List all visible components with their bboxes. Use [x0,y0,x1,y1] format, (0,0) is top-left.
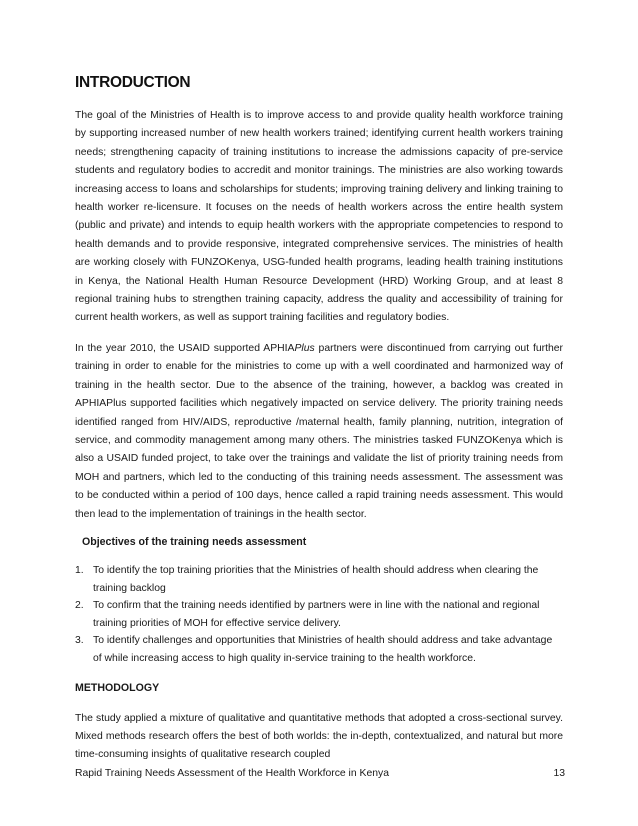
list-item-number: 2. [75,600,84,612]
list-item [75,562,563,597]
page-content [75,74,563,777]
para2-before: In the year 2010, the USAID supported APHIA [75,342,295,354]
methodology-paragraph: The study applied a mixture of qualitative and quantitative methods that adopted a cross-sectional survey. Mixed methods research offers the best of both worlds: the in-depth, contextualized, and natural but more time-consuming insights of qualitative research coupled [75,712,563,761]
list-item [75,597,563,632]
methodology-heading: METHODOLOGY [75,681,160,694]
list-item-number: 1. [75,564,84,576]
page-number: 13 [553,768,565,779]
introduction-heading: INTRODUCTION [75,74,191,91]
footer-title: Rapid Training Needs Assessment of the Health Workforce in Kenya [75,768,389,779]
objectives-list [75,562,563,668]
para2-italic: Plus [294,342,315,354]
list-item [75,632,563,667]
para2-after: partners were discontinued from carrying out further training in order to enable for the ministries to come up with a well coordinated and harmonized way of training in the health sector. Due to the absence of the training, however, a backlog was created in APHIAPlus supported facilities which negatively impacted on service delivery. The priority training needs identified ranged from HIV/AIDS, reproductive /maternal health, family planning, nutrition, integration of service, and commodity management among many others. The ministries tasked FUNZOKenya which is also a USAID funded project, to take over the trainings and validate the list of priority training needs from MOH and partners, which led to the conducting of this training needs assessment. The assessment was to be conducted within a period of 100 days, hence called a rapid training needs assessment. This would then lead to the implementation of trainings in the health sector. [75,342,563,520]
intro-paragraph-2 [75,340,563,524]
list-item-text: To identify the top training priorities that the Ministries of health should address when clearing the training backlog [93,564,539,594]
list-item-text: To identify challenges and opportunities that Ministries of health should address and take advantage of while increasing access to high quality in-service training to the health workforce. [93,635,553,664]
intro-paragraph-1: The goal of the Ministries of Health is to improve access to and provide quality health workforce training by supporting increased number of new health workers trained; identifying current health workers training needs; strengthening capacity of training institutions to increase the admissions capacity of pre-service students and regulatory bodies to accredit and monitor trainings. The ministries are also working towards increasing access to loans and scholarships for students; improving training delivery and linking training to health worker re-licensure. It focuses on the needs of health workers across the entire health system (public and private) and intends to equip health workers with the appropriate competencies to respond to health demands and to provide responsive, integrated comprehensive services. The ministries of health are working closely with FUNZOKenya, USG-funded health programs, leading health training institutions in Kenya, the National Health Human Resource Development (HRD) Working Group, and at least 8 regional training hubs to strengthen training capacity, address the quality and accessibility of training for current health workers, as well as support training facilities and regulatory bodies. [75,110,563,324]
list-item-number: 3. [75,635,84,647]
objectives-heading: Objectives of the training needs assessment [82,535,307,548]
list-item-text: To confirm that the training needs identified by partners were in line with the national and regional training priorities of MOH for effective service delivery. [93,600,540,629]
